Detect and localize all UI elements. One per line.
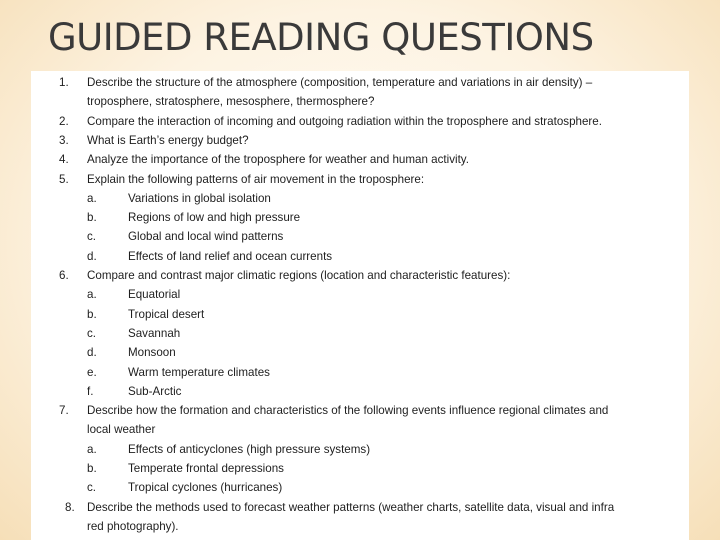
question-number: 6. bbox=[59, 269, 69, 282]
sub-item-letter: e. bbox=[87, 365, 97, 379]
sub-item-text: Regions of low and high pressure bbox=[128, 211, 301, 225]
question-number: 1. bbox=[59, 76, 69, 89]
sub-item-letter: d. bbox=[87, 249, 97, 263]
question-text: troposphere, stratosphere, mesosphere, thermosphere? bbox=[87, 95, 375, 109]
sub-item-text: Global and local wind patterns bbox=[128, 230, 284, 244]
sub-item-letter: b. bbox=[87, 462, 97, 475]
sub-item-letter: d. bbox=[87, 346, 97, 360]
sub-item-text: Effects of land relief and ocean currents bbox=[128, 249, 333, 263]
sub-item-text: Variations in global isolation bbox=[128, 191, 271, 205]
sub-item-text: Monsoon bbox=[128, 346, 176, 360]
sub-item-text: Warm temperature climates bbox=[128, 365, 270, 379]
sub-item-letter: f. bbox=[87, 384, 94, 398]
sub-item-text: Sub-Arctic bbox=[128, 384, 182, 398]
sub-item-letter: a. bbox=[87, 288, 97, 302]
question-text: What is Earth’s energy budget? bbox=[87, 133, 249, 147]
sub-item-text: Temperate frontal depressions bbox=[128, 462, 284, 475]
sub-item-text: Savannah bbox=[128, 326, 181, 340]
question-number: 7. bbox=[59, 404, 69, 418]
question-document bbox=[31, 71, 689, 540]
question-text: Compare the interaction of incoming and outgoing radiation within the troposphere and stratosphere. bbox=[87, 114, 602, 128]
question-number: 3. bbox=[59, 133, 69, 147]
sub-item-letter: c. bbox=[87, 326, 97, 340]
sub-item-letter: b. bbox=[87, 211, 97, 225]
sub-item-text: Tropical cyclones (hurricanes) bbox=[128, 481, 283, 495]
question-number: 5. bbox=[59, 172, 69, 186]
question-text: red photography). bbox=[87, 519, 179, 533]
sub-item-letter: a. bbox=[87, 442, 97, 456]
question-text: Analyze the importance of the troposphere for weather and human activity. bbox=[87, 153, 469, 167]
sub-item-text: Tropical desert bbox=[128, 307, 205, 321]
question-text: Describe the structure of the atmosphere (composition, temperature and variations in air density) – bbox=[87, 76, 593, 89]
question-text: Describe the methods used to forecast weather patterns (weather charts, satellite data, visual and infra bbox=[87, 500, 615, 514]
sub-item-text: Effects of anticyclones (high pressure systems) bbox=[128, 442, 371, 456]
question-text: Explain the following patterns of air movement in the troposphere: bbox=[87, 172, 425, 186]
question-text: local weather bbox=[87, 423, 156, 437]
sub-item-letter: c. bbox=[87, 230, 97, 244]
sub-item-text: Equatorial bbox=[128, 288, 181, 302]
sub-item-letter: b. bbox=[87, 307, 97, 321]
sub-item-letter: c. bbox=[87, 481, 97, 495]
question-number: 4. bbox=[59, 153, 69, 167]
question-number: 2. bbox=[59, 114, 69, 128]
sub-item-letter: a. bbox=[87, 191, 97, 205]
question-text: Describe how the formation and characteristics of the following events influence regional climates and bbox=[87, 404, 609, 418]
question-number: 8. bbox=[65, 500, 75, 514]
question-text: Compare and contrast major climatic regions (location and characteristic features): bbox=[87, 269, 511, 282]
page-title: GUIDED READING QUESTIONS bbox=[48, 16, 594, 59]
